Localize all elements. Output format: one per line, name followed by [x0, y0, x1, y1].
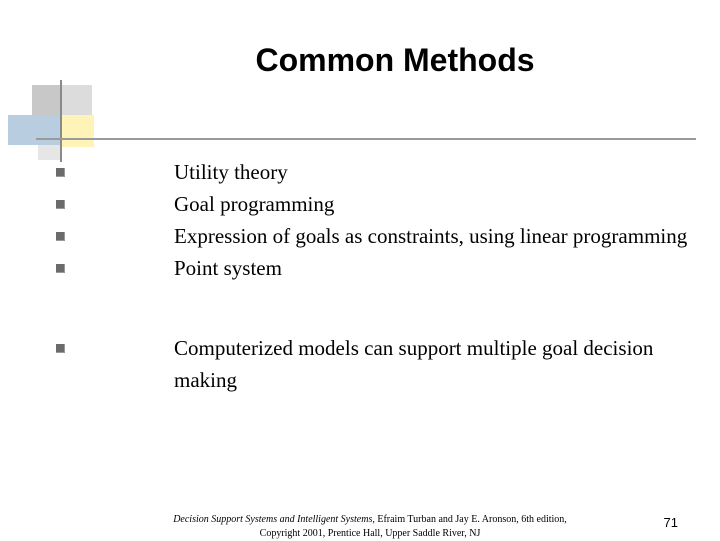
bullet-item [174, 220, 694, 252]
square-bullet-icon [56, 200, 65, 209]
title-rule [36, 138, 696, 140]
bullet-item [174, 188, 694, 220]
deco-block-pale [38, 145, 62, 160]
footer-citation-title: Decision Support Systems and Intelligent Systems [173, 514, 373, 525]
footer-line-2: Copyright 2001, Prentice Hall, Upper Saddle River, NJ [259, 528, 481, 539]
deco-block-lightgray [62, 85, 92, 115]
bullet-text: Expression of goals as constraints, using linear programming [174, 224, 688, 248]
page-number: 71 [663, 515, 678, 530]
square-bullet-icon [56, 168, 65, 177]
footer-citation [140, 513, 600, 541]
square-bullet-icon [56, 264, 65, 273]
deco-block-yellow [62, 115, 94, 147]
deco-vertical-line [60, 80, 62, 162]
bullet-item [174, 156, 694, 188]
square-bullet-icon [56, 344, 65, 353]
footer-line-1 [140, 513, 600, 527]
bullet-list [174, 156, 694, 396]
bullet-text: Point system [174, 256, 282, 280]
slide-title: Common Methods [255, 42, 535, 78]
deco-block-blue [8, 115, 62, 145]
bullet-item [174, 332, 694, 396]
bullet-text: Goal programming [174, 192, 335, 216]
bullet-text: Computerized models can support multiple goal decision making [174, 336, 654, 392]
corner-decoration [0, 0, 110, 170]
footer-citation-authors: , Efraim Turban and Jay E. Aronson, 6th edition, [372, 514, 567, 525]
bullet-item [174, 252, 694, 284]
square-bullet-icon [56, 232, 65, 241]
bullet-text: Utility theory [174, 160, 288, 184]
deco-block-gray [32, 85, 62, 115]
